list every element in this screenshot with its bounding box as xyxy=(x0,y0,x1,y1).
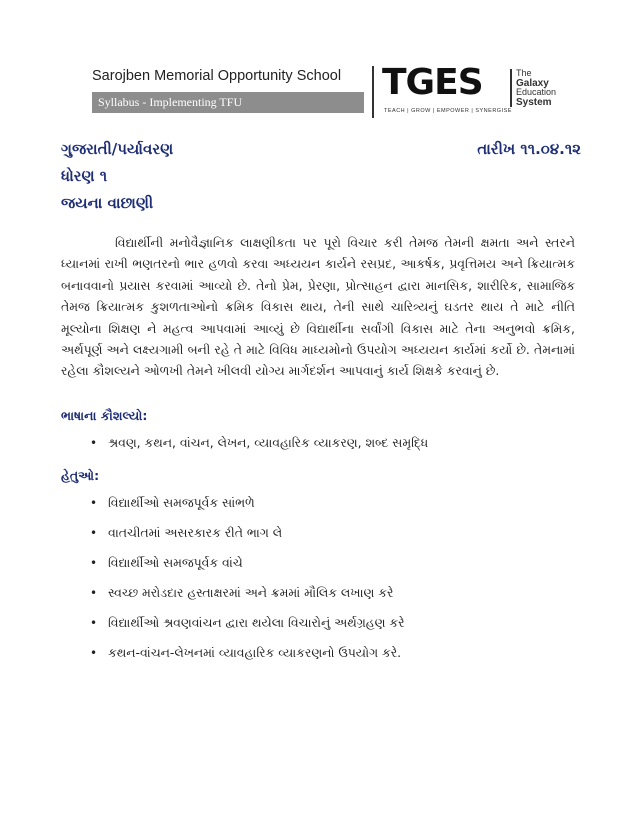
bullet-icon: • xyxy=(90,526,98,540)
logo-side-line: Education xyxy=(516,87,557,97)
bullet-icon: • xyxy=(90,496,98,510)
document-date: તારીખ ૧૧.૦૪.૧૨ xyxy=(477,140,581,158)
bullet-icon: • xyxy=(90,646,98,660)
skills-heading: ભાષાના કૌશલ્યો: xyxy=(61,408,148,423)
list-item xyxy=(61,526,581,556)
school-name: Sarojben Memorial Opportunity School xyxy=(92,68,342,84)
logo-side-line: System xyxy=(516,96,552,108)
logo-tagline: TEACH | GROW | EMPOWER | SYNERGISE xyxy=(384,108,512,114)
document-header xyxy=(92,62,568,120)
tges-logo xyxy=(382,62,572,120)
goal-text: સ્વચ્છ મરોડદાર હસ્તાક્ષરમાં અને ક્રમમાં મૌલિક લખાણ કરે xyxy=(108,585,394,600)
goal-text: કથન-વાંચન-લેખનમાં વ્યાવહારિક વ્યાકરણનો ઉપયોગ કરે. xyxy=(108,645,402,660)
logo-side-text xyxy=(510,69,556,107)
author-name: જયના વાછાણી xyxy=(61,194,154,212)
bullet-icon: • xyxy=(90,556,98,570)
list-item xyxy=(61,586,581,616)
bullet-icon: • xyxy=(90,586,98,600)
header-divider xyxy=(372,66,374,118)
title-row xyxy=(61,140,581,164)
logo-side-line: The xyxy=(516,68,532,78)
list-item xyxy=(61,646,581,676)
goals-list xyxy=(61,496,581,676)
goal-text: વિદ્યાર્થીઓ સમજપૂર્વક સાંભળે xyxy=(108,495,255,510)
skills-list xyxy=(61,436,581,466)
goal-text: વાતચીતમાં અસરકારક રીતે ભાગ લે xyxy=(108,525,283,540)
intro-paragraph: વિદ્યાર્થીની મનોવૈજ્ઞાનિક લાક્ષણીકતા પર પૂરો વિચાર કરી તેમજ તેમની ક્ષમતા અને સ્તરને ધ્યાનમાં રાખી ભણતરનો ભાર હળવો કરવા અધ્યયન કાર્યને રસપ્રદ, આકર્ષક, પ્રવૃત્તિમય અને ક્રિયાત્મક બનાવવાનો પ્રયાસ કરવામાં આવ્યો છે. તેનો પ્રેમ, પ્રેરણા, પ્રોત્સાહન દ્વારા માનસિક, શારીરિક, સામાજિક તેમજ ક્રિયાત્મક કુશળતાઓનો ક્રમિક વિકાસ થાય, તેની સાથે ચારિત્ર્યનું ઘડતર થાય તે માટે નીતિ મૂલ્યોના શિક્ષણ ને મહત્વ આપવામાં આવ્યું છે વિદ્યાર્થીના સર્વાંગી વિકાસ માટે તેના અનુભવો ક્રમિક, અર્થપૂર્ણ અને લક્ષ્યગામી બની રહે તે માટે વિવિધ માધ્યમોનો ઉપયોગ અધ્યયન કાર્યમાં કર્યો છે. તેમનામાં રહેલા કૌશલ્યને ઓળખી તેમને ખીલવી યોગ્ય માર્ગદર્શન આપવાનું કાર્ય શિક્ષકે કરવાનું છે. xyxy=(61,235,575,379)
standard-label: ધોરણ ૧ xyxy=(61,167,108,185)
bullet-icon: • xyxy=(90,436,98,450)
syllabus-banner xyxy=(92,92,364,113)
bullet-icon: • xyxy=(90,616,98,630)
subject-title: ગુજરાતી/પર્યાવરણ xyxy=(61,140,174,158)
skill-text: શ્રવણ, કથન, વાંચન, લેખન, વ્યાવહારિક વ્યાકરણ, શબ્દ સમૃદ્ધિ xyxy=(108,435,429,450)
list-item xyxy=(61,556,581,586)
list-item xyxy=(61,496,581,526)
logo-side-line: Galaxy xyxy=(516,77,549,89)
list-item xyxy=(61,616,581,646)
goal-text: વિદ્યાર્થીઓ સમજપૂર્વક વાંચે xyxy=(108,555,243,570)
syllabus-label: Syllabus - Implementing TFU xyxy=(98,95,243,109)
goal-text: વિદ્યાર્થીઓ શ્રવણવાંચન દ્વારા થયેલા વિચારોનું અર્થગ્રહણ કરે xyxy=(108,615,405,630)
goals-heading: હેતુઓ: xyxy=(61,468,100,483)
logo-wordmark: TGES xyxy=(382,62,483,103)
list-item xyxy=(61,436,581,466)
